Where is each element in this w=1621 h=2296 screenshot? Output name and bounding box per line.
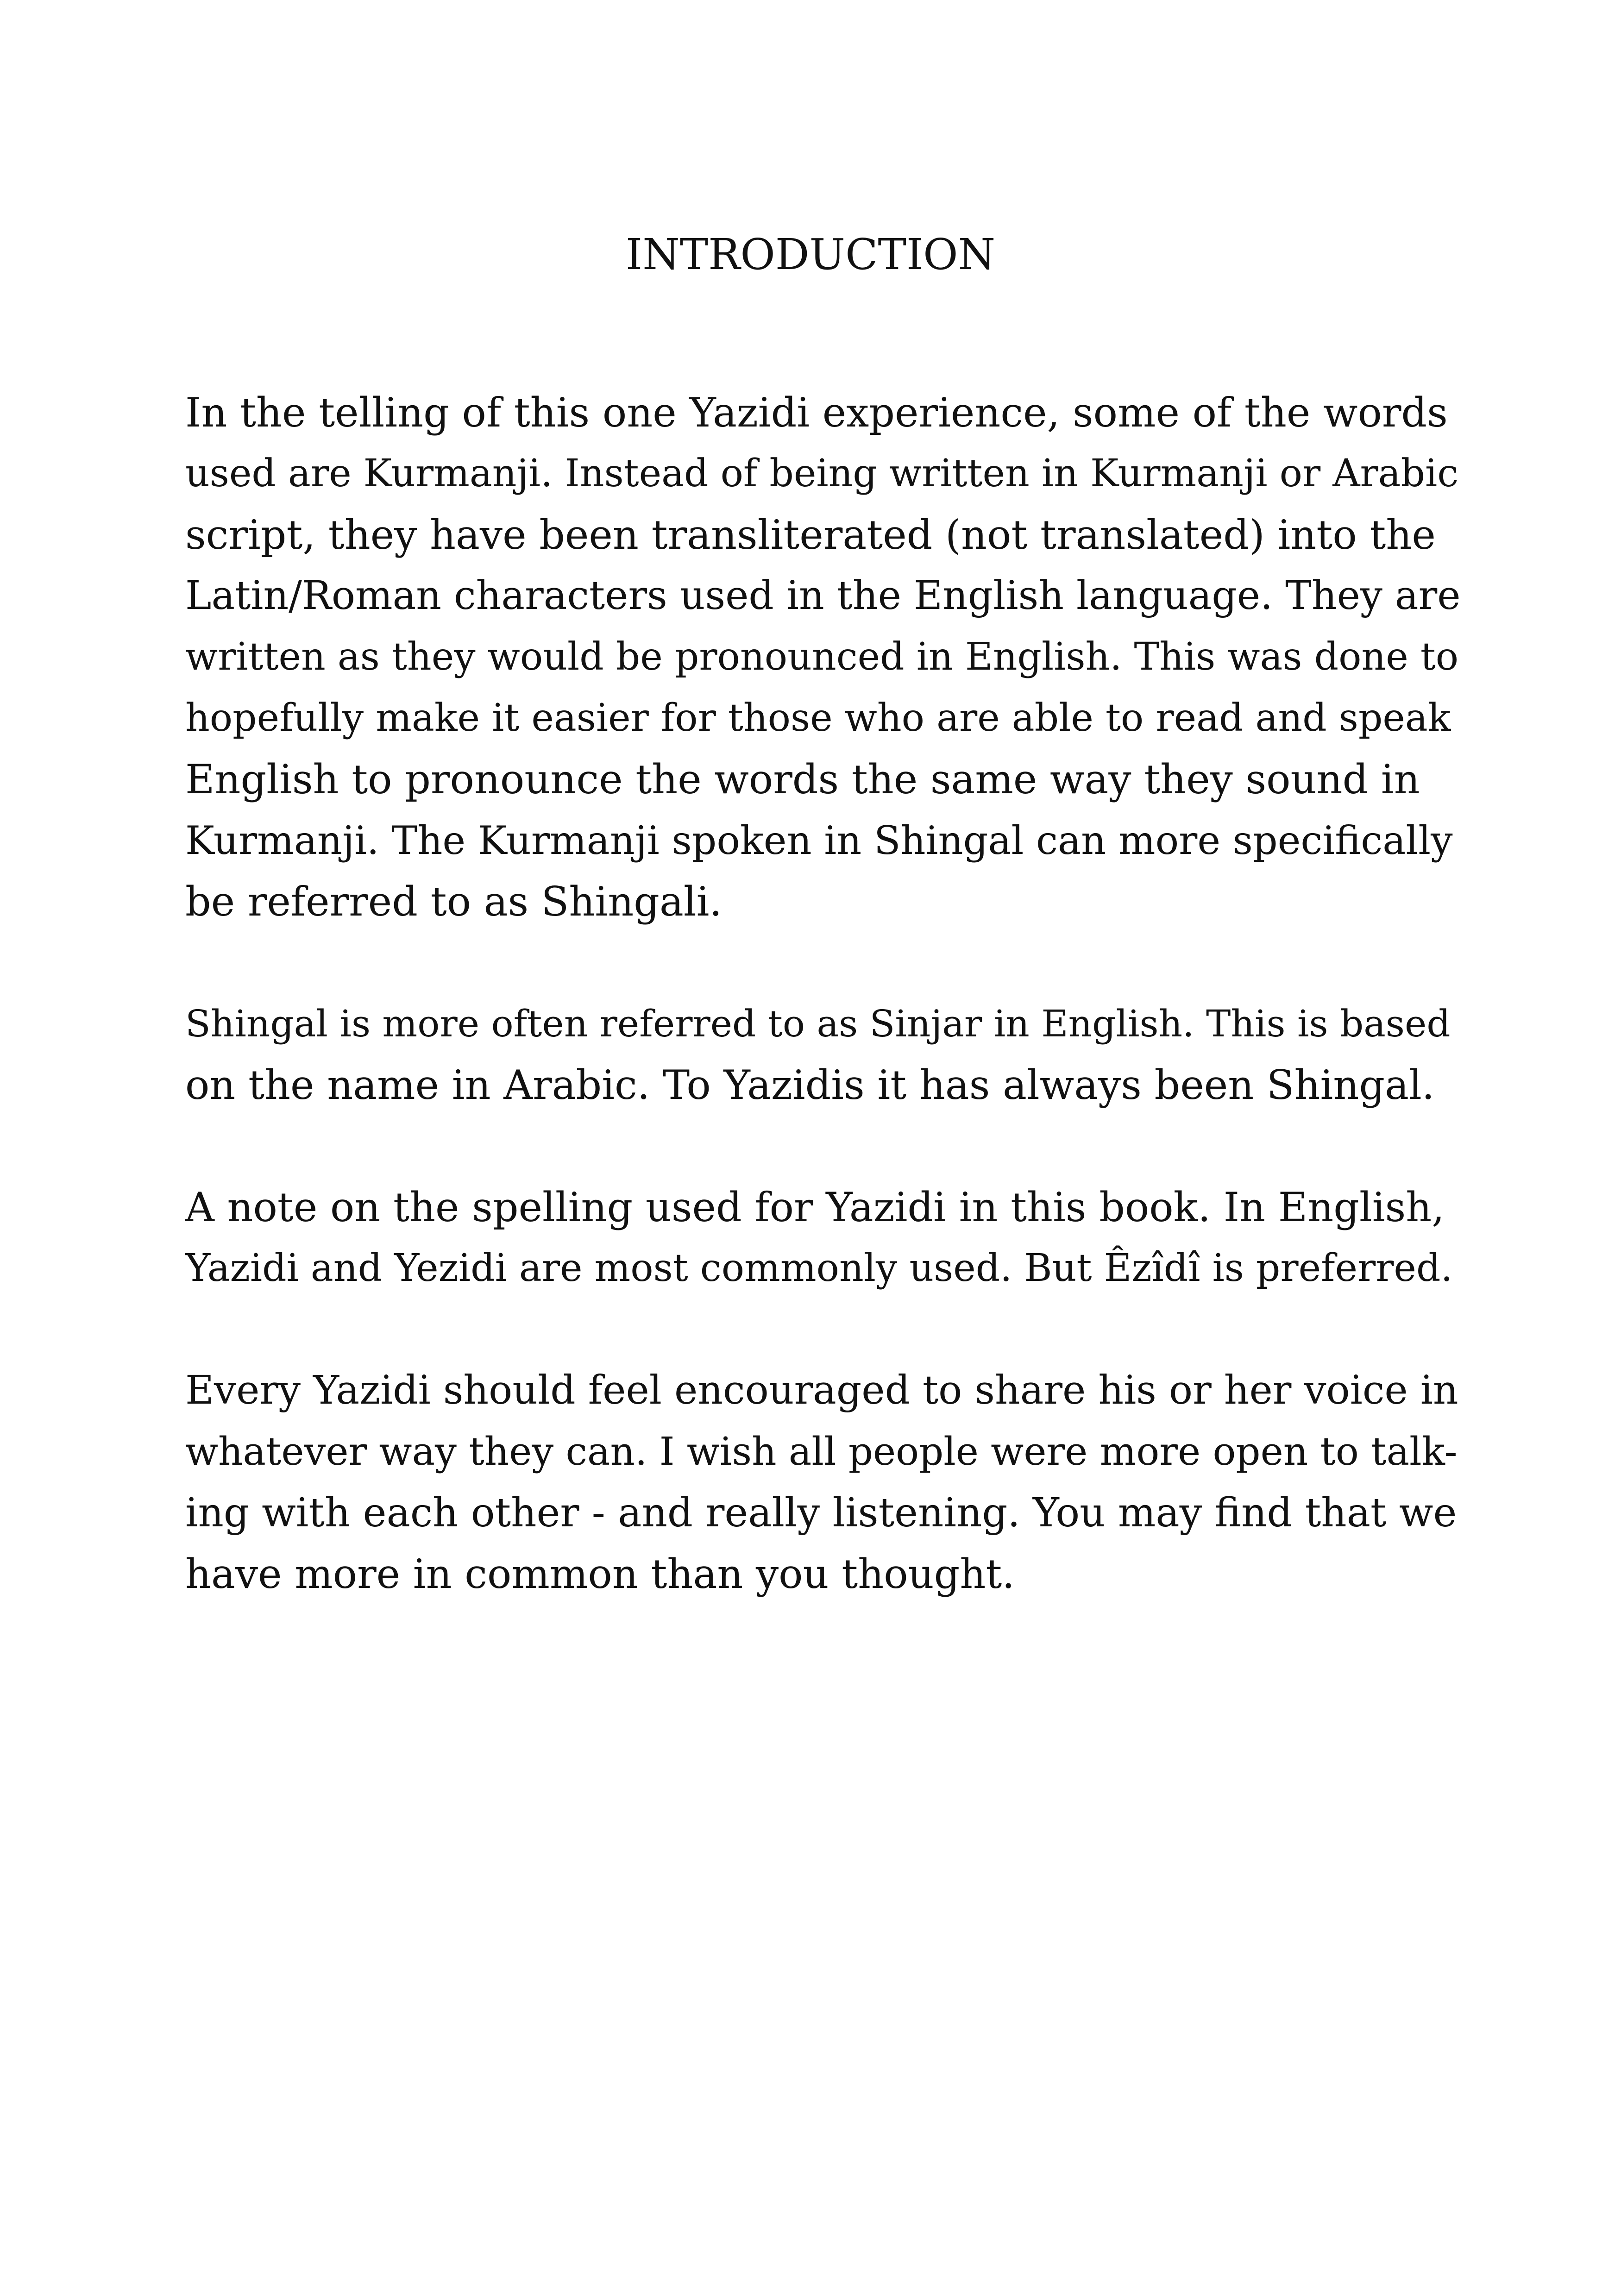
text-line: ing with each other - and really listening. You may find that we xyxy=(185,1490,1457,1536)
text-line: Yazidi and Yezidi are most commonly used. But Êzîdî is preferred. xyxy=(185,1246,1453,1290)
text-line: In the telling of this one Yazidi experience, some of the words xyxy=(185,389,1448,436)
paragraph-shingal xyxy=(185,993,1464,1116)
body-text xyxy=(185,382,1464,1666)
text-line: whatever way they can. I wish all people were more open to talk- xyxy=(185,1429,1458,1474)
text-line: English to pronounce the words the same way they sound in xyxy=(185,756,1420,803)
text-line: on the name in Arabic. To Yazidis it has always been Shingal. xyxy=(185,1061,1435,1109)
text-line: Kurmanji. The Kurmanji spoken in Shingal can more specifically xyxy=(185,818,1453,863)
page-title: INTRODUCTION xyxy=(625,230,996,279)
text-line: have more in common than you thought. xyxy=(185,1550,1015,1598)
text-line: hopefully make it easier for those who are able to read and speak xyxy=(185,696,1451,740)
text-line: used are Kurmanji. Instead of being written in Kurmanji or Arabic xyxy=(185,452,1459,496)
paragraph-transliteration xyxy=(185,382,1464,932)
text-line: A note on the spelling used for Yazidi in this book. In English, xyxy=(185,1184,1445,1231)
text-line: written as they would be pronounced in English. This was done to xyxy=(185,635,1459,679)
text-line: Shingal is more often referred to as Sinjar in English. This is based xyxy=(185,1002,1451,1045)
paragraph-spelling-note xyxy=(185,1177,1464,1299)
text-line: Every Yazidi should feel encouraged to share his or her voice in xyxy=(185,1368,1458,1413)
text-line: be referred to as Shingali. xyxy=(185,878,723,925)
paragraph-encouragement xyxy=(185,1360,1464,1605)
text-line: Latin/Roman characters used in the English language. They are xyxy=(185,573,1461,619)
text-line: script, they have been transliterated (not translated) into the xyxy=(185,511,1436,558)
